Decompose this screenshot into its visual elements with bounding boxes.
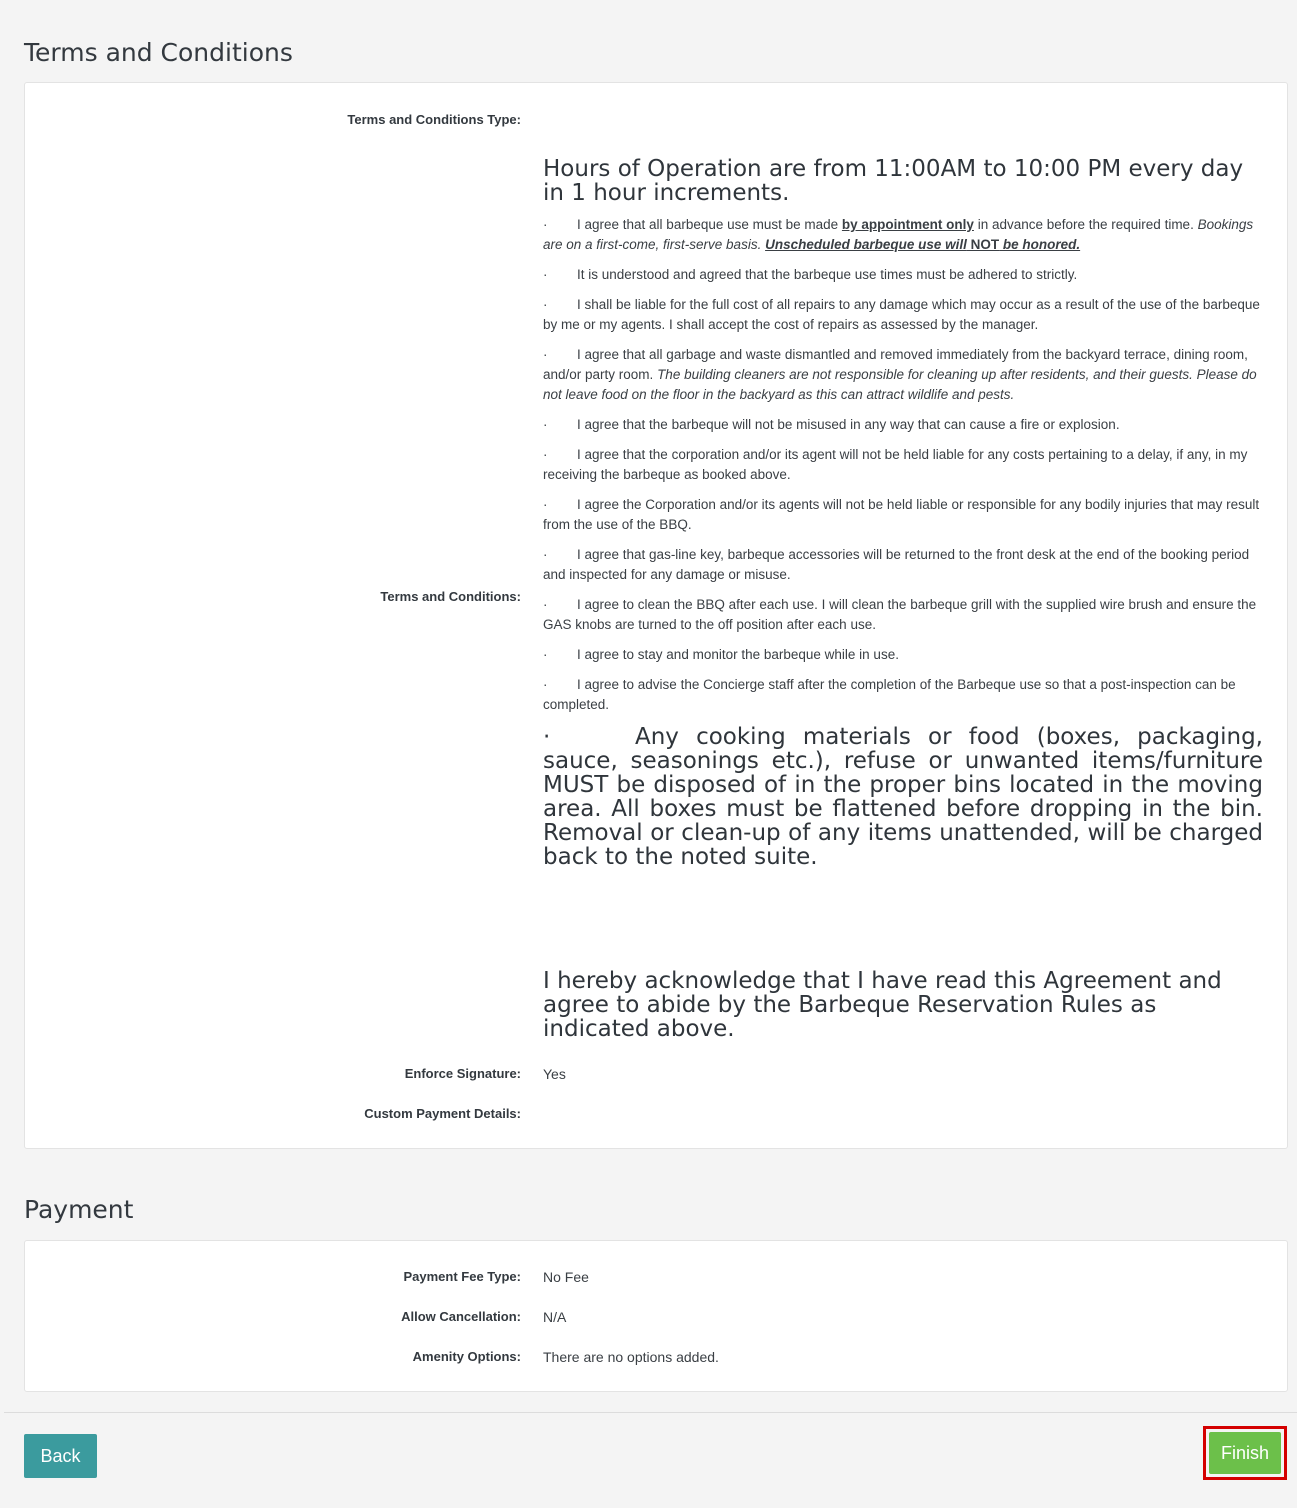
terms-item — [543, 265, 1263, 285]
item-text: I agree to stay and monitor the barbeque while in use. — [577, 647, 899, 662]
bullet: · — [543, 347, 548, 362]
terms-item — [543, 545, 1263, 585]
acknowledgement-text: I hereby acknowledge that I have read this Agreement and agree to abide by the Barbeque Reservation Rules as indicated above. — [543, 968, 1222, 1042]
terms-conditions-label: Terms and Conditions: — [380, 589, 521, 604]
hours-heading: Hours of Operation are from 11:00AM to 10:00 PM every day in 1 hour increments. — [543, 156, 1244, 206]
terms-section-title: Terms and Conditions — [24, 38, 293, 67]
item-text: It is understood and agreed that the barbeque use times must be adhered to strictly. — [577, 267, 1078, 282]
bullet: · — [543, 217, 548, 232]
item-emphasis: Unscheduled barbeque use will — [765, 237, 967, 252]
bullet: · — [543, 647, 548, 662]
terms-item — [543, 415, 1263, 435]
terms-item — [543, 295, 1263, 335]
payment-fee-type-label: Payment Fee Type: — [403, 1269, 521, 1284]
bullet: · — [543, 724, 551, 750]
bullet: · — [543, 297, 548, 312]
finish-button[interactable]: Finish — [1209, 1432, 1281, 1474]
terms-conditions-content — [543, 157, 1263, 1041]
terms-item — [543, 645, 1263, 665]
bullet: · — [543, 677, 548, 692]
payment-section-title: Payment — [24, 1195, 134, 1224]
bullet: · — [543, 597, 548, 612]
terms-card — [24, 82, 1288, 1149]
disposal-notice — [543, 725, 1263, 869]
payment-card — [24, 1240, 1288, 1392]
bullet: · — [543, 417, 548, 432]
allow-cancellation-value: N/A — [543, 1309, 567, 1325]
item-text: in advance before the required time. — [973, 217, 1198, 232]
item-text: I agree to clean the BBQ after each use. I will clean the barbeque grill with the supplied wire brush and ensure the GAS knobs are turned to the off position after each use. — [543, 597, 1257, 632]
terms-type-label: Terms and Conditions Type: — [347, 112, 521, 127]
item-text: I agree that gas-line key, barbeque accessories will be returned to the front desk at the end of the booking period and inspected for any damage or misuse. — [543, 547, 1250, 582]
terms-item — [543, 495, 1263, 535]
bullet: · — [543, 267, 548, 282]
terms-item — [543, 595, 1263, 635]
amenity-options-label: Amenity Options: — [412, 1349, 521, 1364]
bullet: · — [543, 497, 548, 512]
item-italic: Bookings are on a first-come, first-serve basis. — [543, 217, 1254, 252]
amenity-options-value: There are no options added. — [543, 1349, 719, 1365]
terms-item — [543, 215, 1263, 255]
finish-button-highlight — [1203, 1426, 1287, 1480]
terms-item — [543, 675, 1263, 715]
item-text: I shall be liable for the full cost of all repairs to any damage which may occur as a result of the use of the barbeque by me or my agents. I shall accept the cost of repairs as assessed by the manager. — [543, 297, 1260, 332]
bullet: · — [543, 547, 548, 562]
allow-cancellation-label: Allow Cancellation: — [401, 1309, 521, 1324]
back-button[interactable]: Back — [24, 1434, 97, 1478]
terms-item — [543, 345, 1263, 405]
footer-divider — [4, 1412, 1297, 1413]
item-emphasis: NOT — [966, 237, 1000, 252]
enforce-signature-label: Enforce Signature: — [404, 1066, 521, 1081]
item-text: I agree that the corporation and/or its agent will not be held liable for any costs pertaining to a delay, if any, in my receiving the barbeque as booked above. — [543, 447, 1248, 482]
custom-payment-label: Custom Payment Details: — [364, 1106, 521, 1121]
item-text: I agree the Corporation and/or its agents will not be held liable or responsible for any bodily injuries that may result from the use of the BBQ. — [543, 497, 1260, 532]
item-text: I agree that all barbeque use must be made — [577, 217, 842, 232]
item-text: I agree that all garbage and waste dismantled and removed immediately from the backyard terrace, dining room, and/or party room. — [543, 347, 1248, 382]
disposal-text: Any cooking materials or food (boxes, packaging, sauce, seasonings etc.), refuse or unwanted items/furniture MUST be disposed of in the proper bins located in the moving area. All boxes must be flattened before dropping in the bin. Removal or clean-up of any items unattended, will be charged back to the noted suite. — [543, 724, 1263, 870]
item-emphasis: be honored. — [999, 237, 1081, 252]
item-text: I agree to advise the Concierge staff after the completion of the Barbeque use so that a post-inspection can be completed. — [543, 677, 1236, 712]
item-italic: The building cleaners are not responsible for cleaning up after residents, and their guests. Please do not leave food on the floor in the backyard as this can attract wildlife and pests. — [543, 367, 1257, 402]
enforce-signature-value: Yes — [543, 1066, 566, 1082]
item-emphasis: by appointment only — [841, 217, 974, 232]
terms-item — [543, 445, 1263, 485]
payment-fee-type-value: No Fee — [543, 1269, 589, 1285]
item-text: I agree that the barbeque will not be misused in any way that can cause a fire or explosion. — [577, 417, 1120, 432]
bullet: · — [543, 447, 548, 462]
